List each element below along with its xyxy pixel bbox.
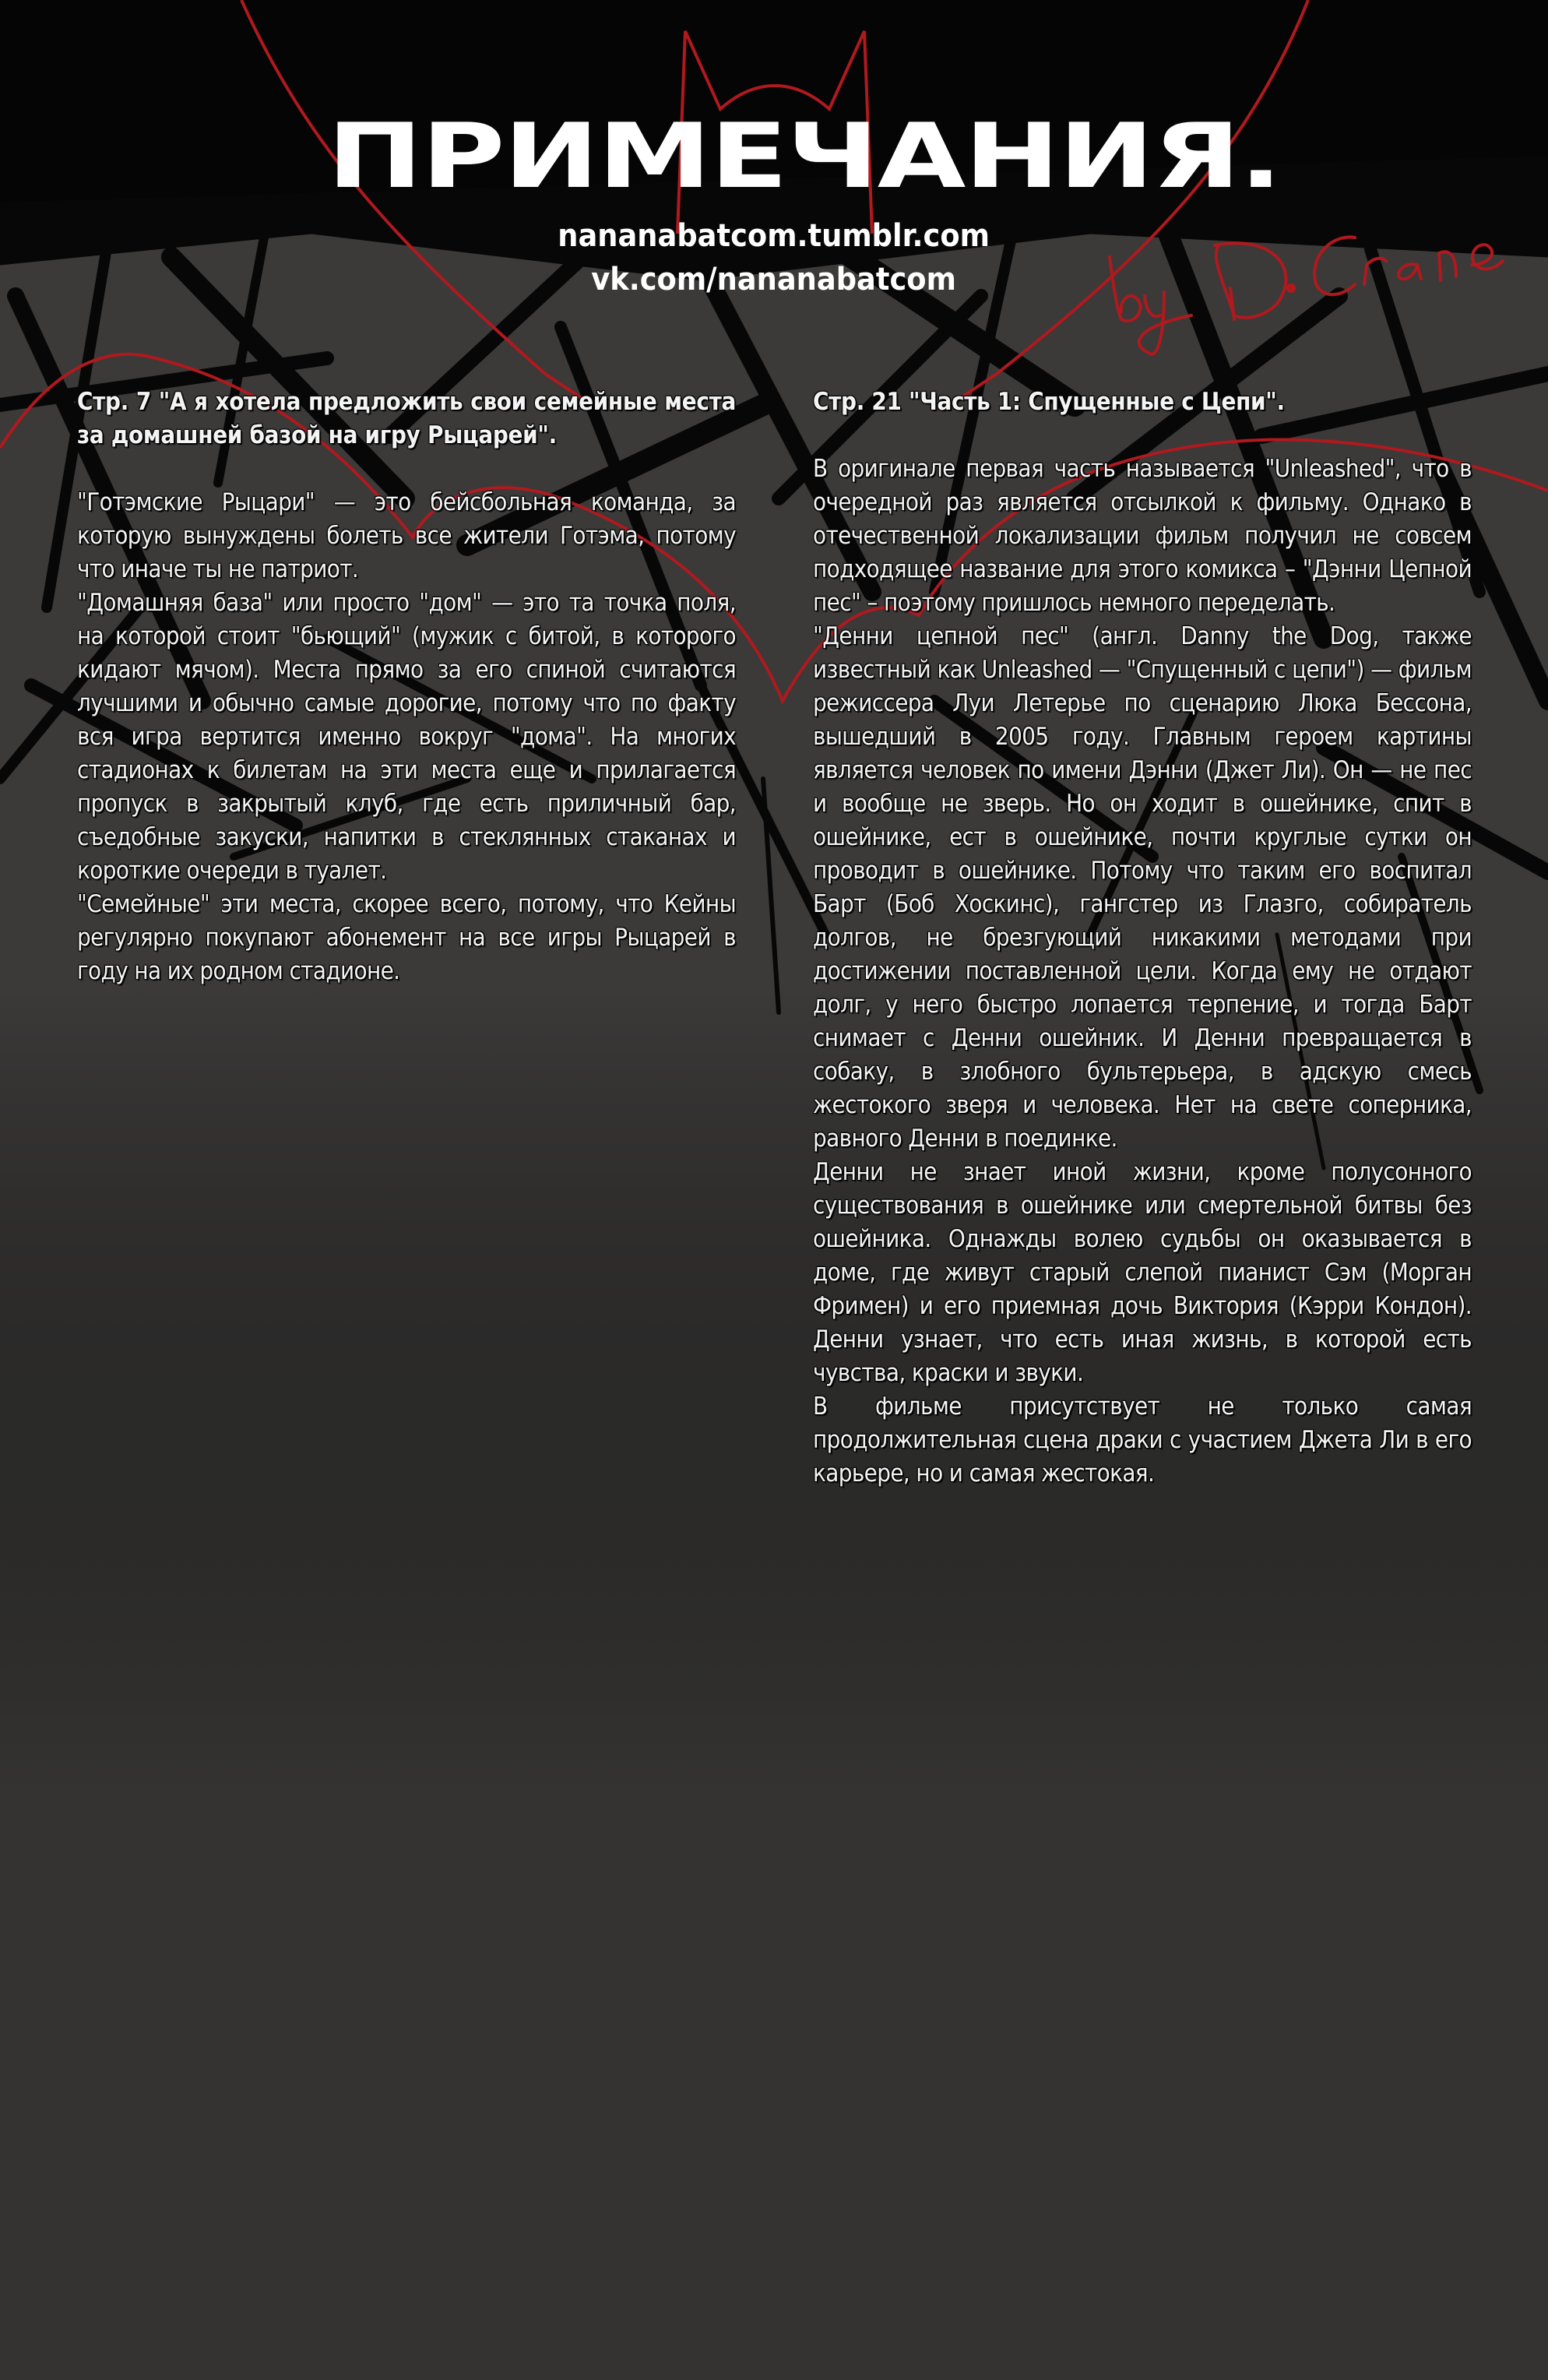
- signature-by-d-crane: [1075, 210, 1518, 358]
- note-paragraph: В фильме присутствует не только самая продолжительная сцена драки с участием Джета Ли в его карьере, но и самая жестокая.: [813, 1392, 1472, 1488]
- page-header: [0, 0, 1548, 358]
- note-heading: Стр. 21 "Часть 1: Спущенные с Цепи".: [813, 388, 1285, 416]
- note-paragraph: Денни не знает иной жизни, кроме полусонного существования в ошейнике или смертельной битвы без ошейника. Однажды волею судьбы он оказывается в доме, где живут старый слепой пианист Сэм (Морган Фримен) и его приемная дочь Виктория (Кэрри Кондон). Денни узнает, что есть иная жизнь, в которой есть чувства, краски и звуки.: [813, 1158, 1472, 1387]
- note-paragraph: В оригинале первая часть называется "Unleashed", что в очередной раз является отсылкой к фильму. Однако в отечественной локализации фильм получил не совсем подходящее название для этого комикса – "Дэнни Цепной пес" – поэтому пришлось немного переделать.: [813, 455, 1472, 617]
- note-paragraph: "Денни цепной пес" (англ. Danny the Dog, также известный как Unleashed — "Спущенный с цепи") — фильм режиссера Луи Летерье по сценарию Люка Бессона, вышедший в 2005 году. Главным героем картины является человек по имени Дэнни (Джет Ли). Он — не пес и вообще не зверь. Но он ходит в ошейнике, спит в ошейнике, ест в ошейнике, почти круглые сутки он проводит в ошейнике. Потому что таким его воспитал Барт (Боб Хоскинс), гангстер из Глазго, собиратель долгов, не брезгующий никакими методами при достижении поставленной цели. Когда ему не отдают долг, у него быстро лопается терпение, и тогда Барт снимает с Денни ошейник. И Денни превращается в собаку, в злобного бультерьера, в адскую смесь жестокого зверя и человека. Нет на свете соперника, равного Денни в поединке.: [813, 622, 1472, 1153]
- note-paragraph: "Домашняя база" или просто "дом" — это та точка поля, на которой стоит "бьющий" (мужик с битой, в которого кидают мячом). Места прямо за его спиной считаются лучшими и обычно самые дорогие, потому что по факту вся игра вертится именно вокруг "дома". На многих стадионах к билетам на эти места еще и прилагается пропуск в закрытый клуб, где есть приличный бар, съедобные закуски, напитки в стеклянных стаканах и короткие очереди в туалет.: [77, 589, 736, 885]
- tumblr-link[interactable]: nananabatcom.tumblr.com: [558, 218, 990, 254]
- note-page-21: [813, 386, 1472, 1491]
- note-page-7: [77, 386, 736, 988]
- page-title: ПРИМЕЧАНИЯ.: [327, 104, 1282, 209]
- note-paragraph: "Семейные" эти места, скорее всего, потому, что Кейны регулярно покупают абонемент на все игры Рыцарей в году на их родном стадионе.: [77, 890, 736, 985]
- vk-link[interactable]: vk.com/nananabatcom: [591, 262, 956, 298]
- note-heading: Стр. 7 "А я хотела предложить свои семейные места за домашней базой на игру Рыцарей".: [77, 388, 736, 449]
- note-paragraph: "Готэмские Рыцари" — это бейсбольная команда, за которую вынуждены болеть все жители Готэма, потому что иначе ты не патриот.: [77, 488, 736, 583]
